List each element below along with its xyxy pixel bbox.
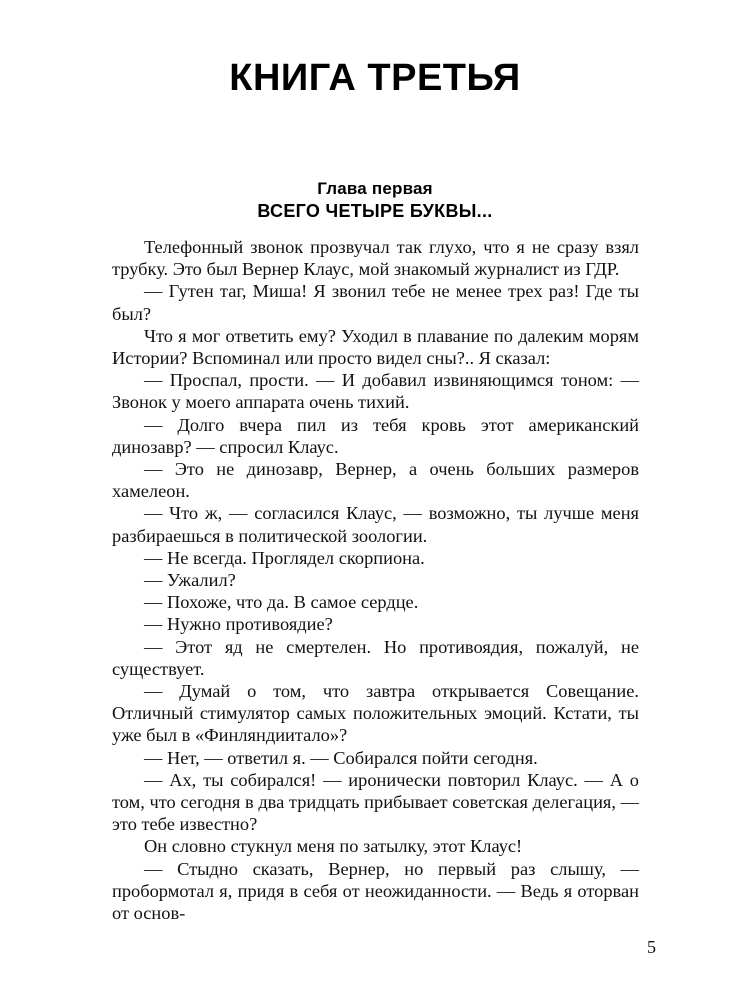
body-paragraph: — Нет, — ответил я. — Собирался пойти сегодня. (144, 747, 538, 768)
chapter-heading (0, 178, 750, 223)
body-paragraph: — Проспал, прости. — И добавил извиняющимся тоном: — Звонок у моего аппарата очень тихий. (112, 370, 639, 413)
page-number: 5 (647, 937, 656, 957)
body-paragraph: — Стыдно сказать, Вернер, но первый раз слышу, — пробормотал я, придя в себя от неожиданности. — Ведь я оторван от основ- (112, 858, 639, 924)
body-paragraph: — Нужно противоядие? (144, 614, 333, 635)
body-paragraph: — Думай о том, что завтра открывается Совещание. Отличный стимулятор самых положительных эмоций. Кстати, ты уже был в «Финляндиитало»? (112, 681, 639, 746)
body-paragraph: — Что ж, — согласился Клаус, — возможно, ты лучше меня разбираешься в политической зоологии. (112, 503, 639, 546)
body-paragraph: — Долго вчера пил из тебя кровь этот американский динозавр? — спросил Клаус. (112, 414, 639, 457)
chapter-number-label: Глава первая (317, 179, 433, 198)
body-paragraph: — Похоже, что да. В самое сердце. (144, 592, 419, 613)
body-paragraph: — Гутен таг, Миша! Я звонил тебе не менее трех раз! Где ты был? (112, 281, 639, 324)
body-paragraph: — Ужалил? (144, 570, 236, 591)
body-paragraph: Что я мог ответить ему? Уходил в плавание по далеким морям Истории? Вспоминал или просто видел сны?.. Я сказал: (112, 325, 639, 369)
chapter-title: ВСЕГО ЧЕТЫРЕ БУКВЫ... (257, 201, 493, 222)
body-paragraph: — Ах, ты собирался! — иронически повторил Клаус. — А о том, что сегодня в два тридцать прибывает советская делегация, — это тебе известно? (112, 769, 639, 835)
body-text-block (112, 236, 639, 924)
body-paragraph: — Это не динозавр, Вернер, а очень больших размеров хамелеон. (112, 459, 639, 502)
part-title: КНИГА ТРЕТЬЯ (229, 57, 521, 99)
body-paragraph: Телефонный звонок прозвучал так глухо, что я не сразу взял трубку. Это был Вернер Клаус, мой знакомый журналист из ГДР. (112, 237, 639, 280)
body-paragraph: — Не всегда. Проглядел скорпиона. (144, 547, 425, 568)
body-paragraph: — Этот яд не смертелен. Но противоядия, пожалуй, не существует. (112, 636, 639, 679)
body-paragraph: Он словно стукнул меня по затылку, этот Клаус! (144, 836, 523, 857)
